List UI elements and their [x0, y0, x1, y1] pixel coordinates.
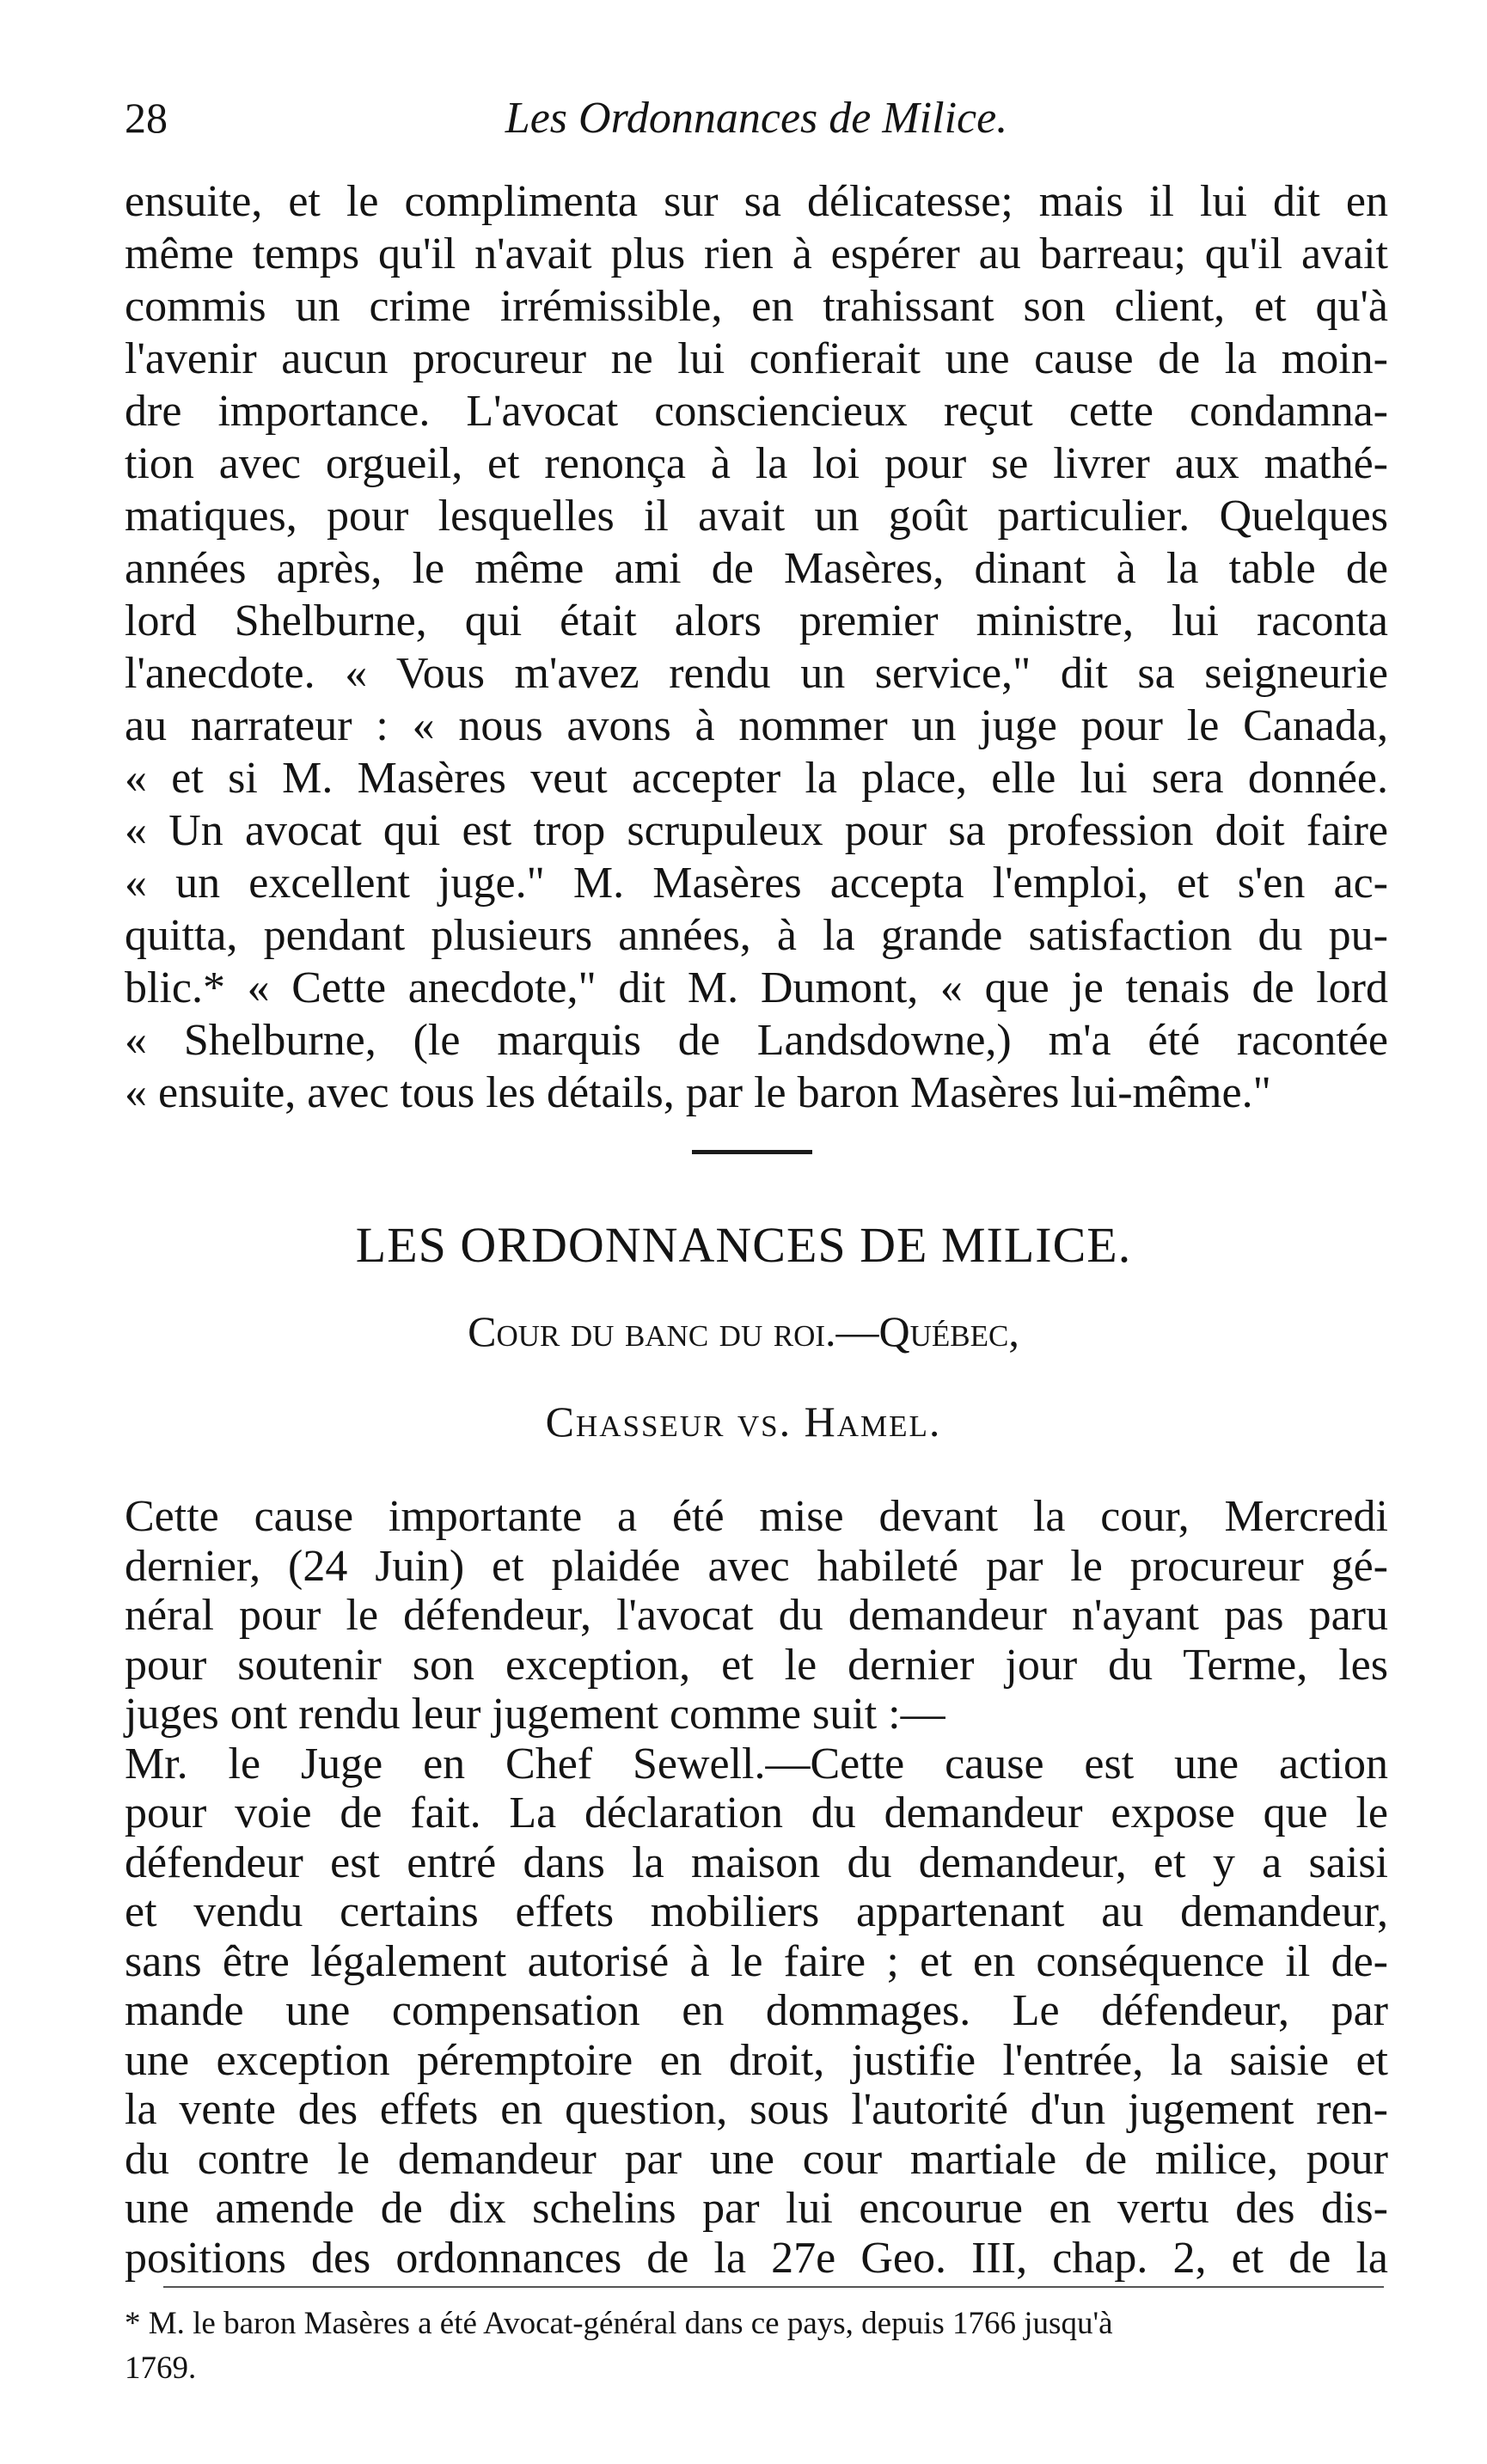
case-heading: Chasseur vs. Hamel. [545, 1397, 942, 1446]
text-line: matiques, pour lesquelles il avait un goût particulier. Quelques [125, 492, 1388, 541]
text-line: une exception péremptoire en droit, justifie l'entrée, la saisie et [125, 2035, 1388, 2085]
text-line: lord Shelburne, qui était alors premier ministre, lui raconta [125, 596, 1388, 645]
text-line: sans être légalement autorisé à le faire ; et en conséquence il de- [125, 1936, 1388, 1986]
text-line: « Un avocat qui est trop scrupuleux pour sa profession doit faire [125, 806, 1388, 855]
page-number: 28 [125, 94, 168, 142]
text-line: dre importance. L'avocat consciencieux reçut cette condamna- [125, 387, 1388, 436]
text-line: « ensuite, avec tous les détails, par le baron Masères lui-même." [125, 1068, 1271, 1117]
text-line: années après, le même ami de Masères, dinant à la table de [125, 544, 1388, 593]
text-line: l'avenir aucun procureur ne lui confierait une cause de la moin- [125, 334, 1388, 383]
page-header [125, 93, 1388, 148]
text-line: et vendu certains effets mobiliers appartenant au demandeur, [125, 1887, 1388, 1936]
text-line: quitta, pendant plusieurs années, à la grande satisfaction du pu- [125, 911, 1388, 960]
text-line: « et si M. Masères veut accepter la place, elle lui sera donnée. [125, 754, 1388, 803]
text-line: « Shelburne, (le marquis de Landsdowne,) m'a été racontée [125, 1016, 1388, 1065]
text-line: défendeur est entré dans la maison du demandeur, et y a saisi [125, 1837, 1388, 1887]
text-line: néral pour le défendeur, l'avocat du demandeur n'ayant pas paru [125, 1591, 1388, 1640]
section-separator [692, 1150, 812, 1154]
court-heading: Cour du banc du roi.—Québec, [468, 1307, 1019, 1355]
text-line: la vente des effets en question, sous l'autorité d'un jugement ren- [125, 2085, 1388, 2134]
footnote-line: * M. le baron Masères a été Avocat-général dans ce pays, depuis 1766 jusqu'à [125, 2306, 1113, 2341]
text-line: blic.* « Cette anecdote," dit M. Dumont, « que je tenais de lord [125, 963, 1388, 1012]
text-line: même temps qu'il n'avait plus rien à espérer au barreau; qu'il avait [125, 229, 1388, 278]
footnote-rule [163, 2286, 1384, 2288]
section-title: LES ORDONNANCES DE MILICE. [355, 1217, 1132, 1273]
text-line: positions des ordonnances de la 27e Geo. III, chap. 2, et de la [125, 2233, 1388, 2283]
running-title: Les Ordonnances de Milice. [505, 94, 1008, 143]
text-line: l'anecdote. « Vous m'avez rendu un service," dit sa seigneurie [125, 649, 1388, 698]
text-line: ensuite, et le complimenta sur sa délicatesse; mais il lui dit en [125, 177, 1388, 226]
text-line: Cette cause importante a été mise devant la cour, Mercredi [125, 1492, 1388, 1541]
text-line: au narrateur : « nous avons à nommer un juge pour le Canada, [125, 701, 1388, 750]
text-line: Mr. le Juge en Chef Sewell.—Cette cause est une action [125, 1739, 1388, 1788]
text-line: une amende de dix schelins par lui encourue en vertu des dis- [125, 2184, 1388, 2233]
text-line: commis un crime irrémissible, en trahissant son client, et qu'à [125, 282, 1388, 331]
text-line: tion avec orgueil, et renonça à la loi pour se livrer aux mathé- [125, 439, 1388, 488]
text-line: mande une compensation en dommages. Le défendeur, par [125, 1986, 1388, 2035]
text-line: juges ont rendu leur jugement comme suit :— [125, 1690, 945, 1739]
text-line: pour voie de fait. La déclaration du demandeur expose que le [125, 1788, 1388, 1837]
text-line: dernier, (24 Juin) et plaidée avec habileté par le procureur gé- [125, 1541, 1388, 1591]
text-line: pour soutenir son exception, et le dernier jour du Terme, les [125, 1640, 1388, 1690]
text-line: « un excellent juge." M. Masères accepta l'emploi, et s'en ac- [125, 859, 1388, 908]
footnote-line: 1769. [125, 2351, 197, 2386]
text-line: du contre le demandeur par une cour martiale de milice, pour [125, 2134, 1388, 2184]
